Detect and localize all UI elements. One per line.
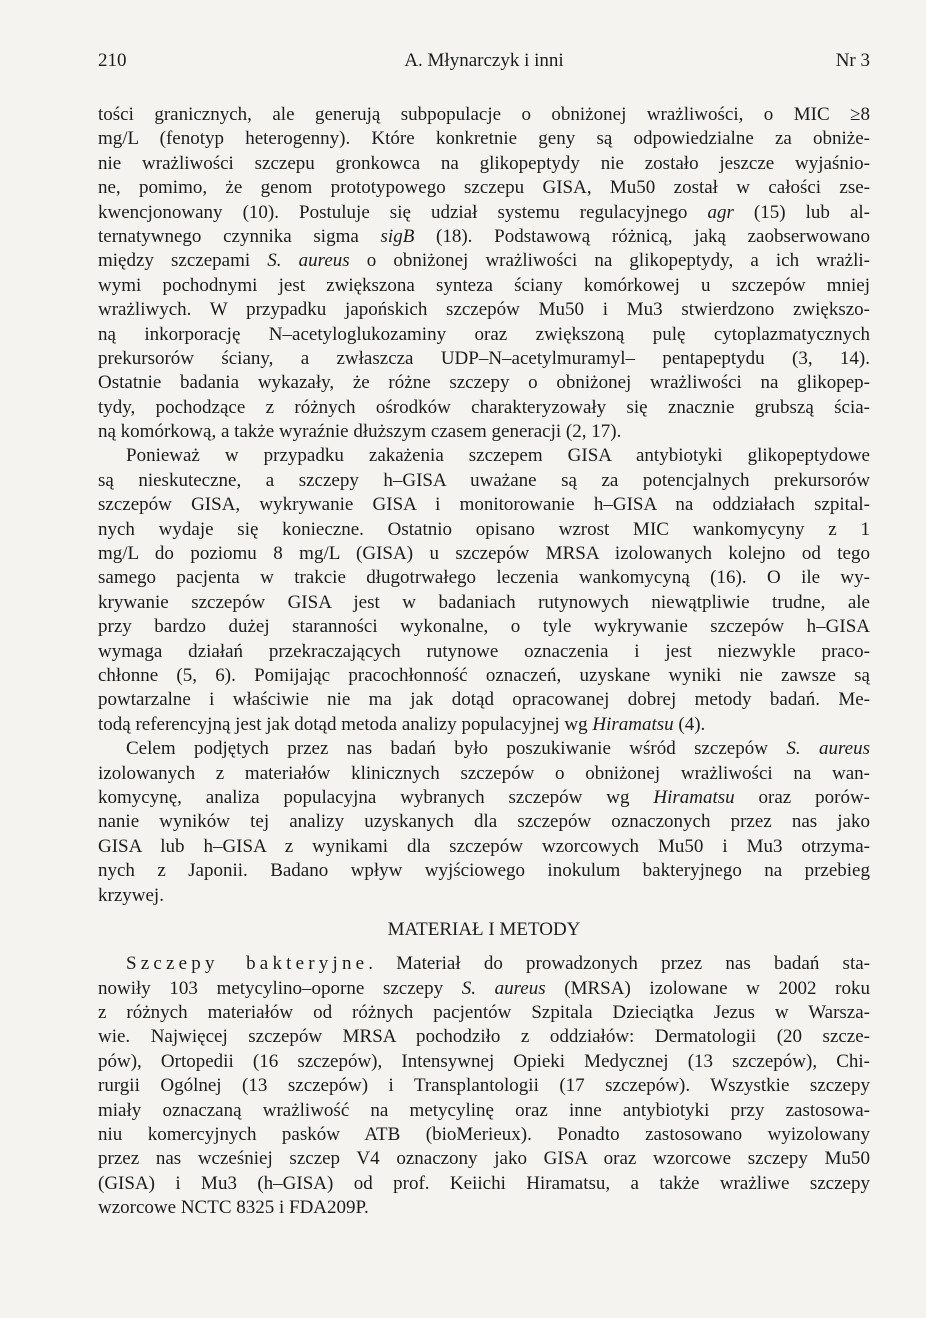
italic-term: S. aureus: [461, 977, 546, 999]
text-line: [98, 737, 870, 761]
text-segment: prekursorów ściany, a zwłaszcza UDP–N–acetylmuramyl– pentapeptydu (3, 14).: [98, 347, 870, 369]
text-line: [98, 127, 870, 151]
spaced-run-in-heading: Szczepy bakteryjne: [126, 953, 369, 975]
text-segment: (18). Podstawową różnicą, jaką zaobserwowano: [414, 225, 871, 247]
text-line: [98, 298, 870, 322]
text-segment: niu komercyjnych pasków ATB (bioMerieux). Ponadto zastosowano wyizolowany: [98, 1124, 870, 1146]
text-line: [98, 274, 870, 298]
text-segment: wzorcowe NCTC 8325 i FDA209P.: [98, 1197, 369, 1219]
text-segment: między szczepami: [98, 250, 268, 272]
running-title: A. Młynarczyk i inni: [404, 50, 564, 71]
text-segment: ną inkorporację N–acetyloglukozaminy oraz zwiększoną pulę cytoplazmatycznych: [98, 323, 870, 345]
text-segment: miały oznaczaną wrażliwość na metycylinę oraz inne antybiotyki przy zastosowa-: [98, 1099, 870, 1121]
italic-term: S. aureus: [786, 738, 870, 760]
text-segment: nych z Japonii. Badano wpływ wyjściowego inokulum bakteryjnego na przebieg: [98, 860, 870, 882]
text-segment: powtarzalne i właściwie nie ma jak dotąd opracowanej dobrej metody badań. Me-: [98, 689, 870, 711]
text-segment: (4).: [673, 713, 706, 735]
text-line: [98, 835, 870, 859]
text-line: [98, 225, 870, 249]
section-heading: [98, 918, 870, 942]
text-line: [98, 493, 870, 517]
text-line: [98, 640, 870, 664]
text-segment: szczepów GISA, wykrywanie GISA i monitorowanie h–GISA na oddziałach szpital-: [98, 494, 870, 516]
text-segment: rurgii Ogólnej (13 szczepów) i Transplantologii (17 szczepów). Wszystkie szczepy: [98, 1075, 870, 1097]
text-segment: przy bardzo dużej staranności wykonalne, o tyle wykrywanie szczepów h–GISA: [98, 616, 870, 638]
text-line: [98, 977, 870, 1001]
text-line: [98, 786, 870, 810]
text-segment: chłonne (5, 6). Pomijając pracochłonność oznaczeń, uzyskane wyniki nie zawsze są: [98, 664, 870, 686]
text-segment: wrażliwych. W przypadku japońskich szczepów Mu50 i Mu3 stwierdzono zwiększo-: [98, 299, 870, 321]
text-line: [98, 103, 870, 127]
text-segment: ną komórkową, a także wyraźnie dłuższym czasem generacji (2, 17).: [98, 421, 622, 443]
text-line: [98, 762, 870, 786]
text-line: [98, 713, 870, 737]
text-segment: nie wrażliwości szczepu gronkowca na glikopeptydy nie zostało jeszcze wyjaśnio-: [98, 152, 870, 174]
text-line: [98, 201, 870, 225]
text-segment: mg/L (fenotyp heterogenny). Które konkretnie geny są odpowiedzialne za obniże-: [98, 128, 870, 150]
text-line: [98, 615, 870, 639]
page-number: 210: [98, 50, 127, 71]
italic-term: agr: [707, 201, 734, 223]
text-line: [98, 371, 870, 395]
text-line: [98, 1074, 870, 1098]
text-segment: nowiły 103 metycylino–oporne szczepy: [98, 977, 462, 999]
text-segment: mg/L do poziomu 8 mg/L (GISA) u szczepów MRSA izolowanych kolejno od tego: [98, 543, 870, 565]
text-line: [98, 152, 870, 176]
text-segment: (15) lub al-: [733, 201, 870, 223]
text-line: [98, 1025, 870, 1049]
text-segment: wie. Najwięcej szczepów MRSA pochodziło z oddziałów: Dermatologii (20 szcze-: [98, 1026, 870, 1048]
text-segment: tości granicznych, ale generują subpopulacje o obniżonej wrażliwości, o MIC ≥8: [98, 104, 870, 125]
text-segment: wymaga działań przekraczających rutynowe oznaczenia i jest niezwykle praco-: [98, 640, 870, 662]
text-line: [98, 1172, 870, 1196]
text-line: [98, 1050, 870, 1074]
text-segment: z różnych materiałów od różnych pacjentów Szpitala Dzieciątka Jezus w Warsza-: [98, 1002, 870, 1024]
text-line: [98, 664, 870, 688]
text-segment: o obniżonej wrażliwości na glikopeptydy, a ich wrażli-: [349, 250, 870, 272]
text-line: [98, 688, 870, 712]
text-segment: MATERIAŁ I METODY: [387, 918, 581, 940]
text-line: [98, 469, 870, 493]
text-line: [98, 420, 870, 444]
text-line: [98, 347, 870, 371]
text-segment: pów), Ortopedii (16 szczepów), Intensywnej Opieki Medycznej (13 szczepów), Chi-: [98, 1050, 870, 1072]
page-header: [98, 50, 870, 78]
text-segment: krzywej.: [98, 884, 164, 906]
text-line: [98, 249, 870, 273]
text-segment: izolowanych z materiałów klinicznych szczepów o obniżonej wrażliwości na wan-: [98, 762, 870, 784]
text-segment: (GISA) i Mu3 (h–GISA) od prof. Keiichi Hiramatsu, a także wrażliwe szczepy: [98, 1172, 870, 1194]
text-segment: kwencjonowany (10). Postuluje się udział systemu regulacyjnego: [98, 201, 708, 223]
issue-number: Nr 3: [835, 50, 870, 71]
text-segment: todą referencyjną jest jak dotąd metoda analizy populacyjnej wg: [98, 713, 593, 735]
italic-term: S. aureus: [267, 250, 350, 272]
italic-term: Hiramatsu: [592, 713, 674, 735]
text-line: [98, 1099, 870, 1123]
article-body: [98, 103, 870, 1221]
text-segment: ne, pomimo, że genom prototypowego szczepu GISA, Mu50 został w całości zse-: [98, 177, 870, 199]
italic-term: sigB: [380, 225, 415, 247]
text-line: [98, 1147, 870, 1171]
text-segment: Ostatnie badania wykazały, że różne szczepy o obniżonej wrażliwości na glikopep-: [98, 372, 870, 394]
text-line: [98, 518, 870, 542]
text-segment: nanie wyników tej analizy uzyskanych dla szczepów oznaczonych przez nas jako: [98, 811, 870, 833]
text-segment: wymi pochodnymi jest zwiększona synteza ściany komórkowej u szczepów mniej: [98, 274, 870, 296]
text-line: [98, 591, 870, 615]
text-segment: krywanie szczepów GISA jest w badaniach rutynowych niewątpliwie trudne, ale: [98, 591, 870, 613]
text-line: [98, 323, 870, 347]
text-segment: tydy, pochodzące z różnych ośrodków charakteryzowały się znacznie grubszą ścia-: [98, 396, 870, 418]
text-segment: samego pacjenta w trakcie długotrwałego leczenia wankomycyną (16). O ile wy-: [98, 567, 870, 589]
text-segment: (MRSA) izolowane w 2002 roku: [545, 977, 870, 999]
text-segment: ternatywnego czynnika sigma: [98, 225, 381, 247]
text-line: [98, 884, 870, 908]
text-segment: przez nas wcześniej szczep V4 oznaczony jako GISA oraz wzorcowe szczepy Mu50: [98, 1148, 870, 1170]
text-segment: komycynę, analiza populacyjna wybranych szczepów wg: [98, 786, 654, 808]
text-segment: są nieskuteczne, a szczepy h–GISA uważane są za potencjalnych prekursorów: [98, 469, 870, 491]
text-line: [98, 176, 870, 200]
italic-term: Hiramatsu: [653, 786, 735, 808]
text-segment: GISA lub h–GISA z wynikami dla szczepów wzorcowych Mu50 i Mu3 otrzyma-: [98, 835, 870, 857]
text-segment: nych wydaje się konieczne. Ostatnio opisano wzrost MIC wankomycyny z 1: [98, 518, 870, 540]
text-line: [98, 859, 870, 883]
text-line: [98, 444, 870, 468]
text-line: [98, 1001, 870, 1025]
text-segment: oraz porów-: [734, 786, 870, 808]
text-line: [98, 810, 870, 834]
text-segment: Celem podjętych przez nas badań było poszukiwanie wśród szczepów: [126, 738, 787, 760]
text-line: [98, 396, 870, 420]
text-segment: Ponieważ w przypadku zakażenia szczepem GISA antybiotyki glikopeptydowe: [126, 445, 870, 467]
text-segment: . Materiał do prowadzonych przez nas badań sta-: [368, 953, 870, 975]
text-line: [98, 1123, 870, 1147]
text-line: [98, 1196, 870, 1220]
text-line: [98, 952, 870, 976]
text-line: [98, 566, 870, 590]
text-line: [98, 542, 870, 566]
